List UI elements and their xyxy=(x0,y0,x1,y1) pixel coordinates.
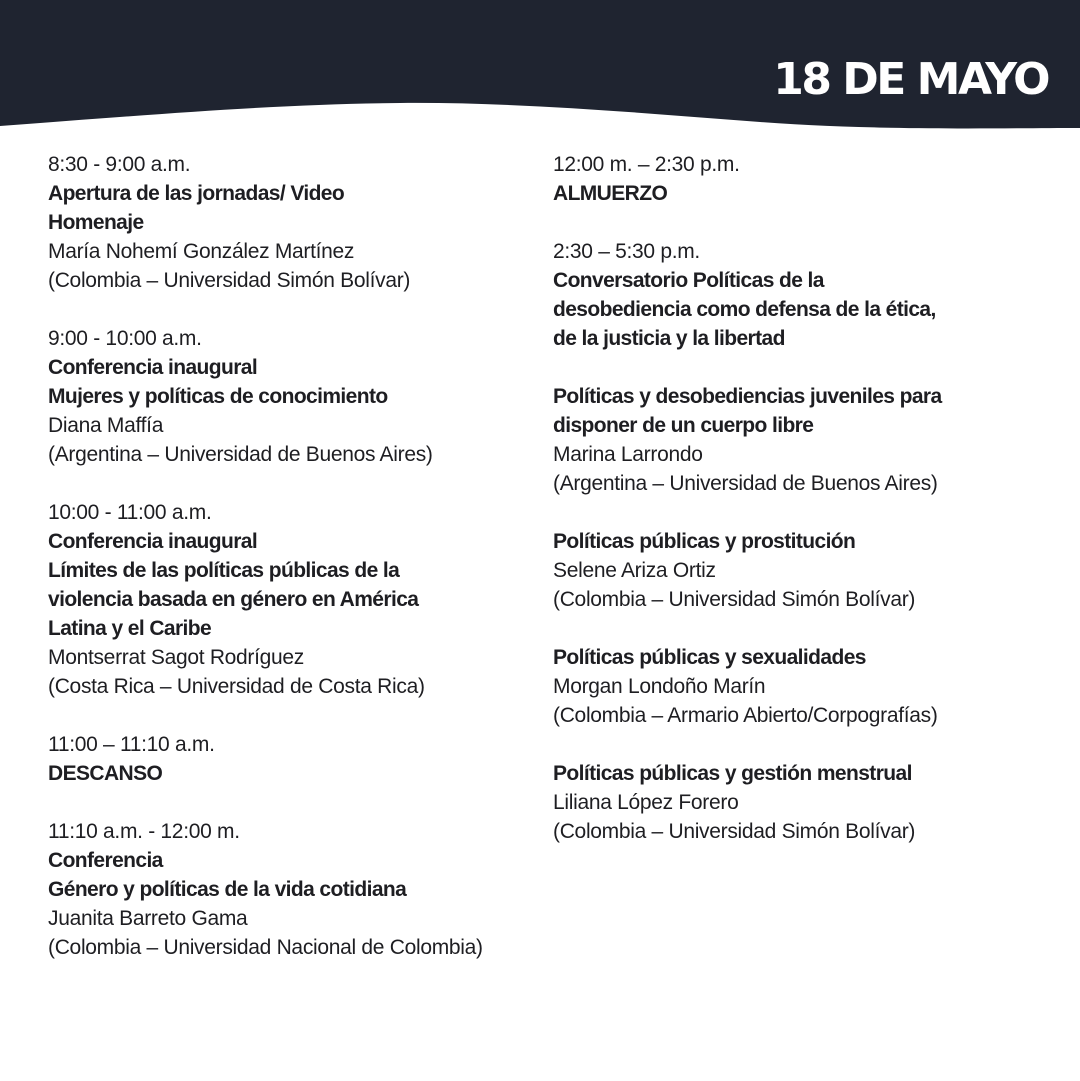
session-title-line: desobediencia como defensa de la ética, xyxy=(553,298,936,321)
session-affiliation: (Colombia – Universidad Simón Bolívar) xyxy=(553,588,916,611)
session-time: 12:00 m. – 2:30 p.m. xyxy=(553,153,740,176)
session-break xyxy=(48,730,528,788)
session-speaker: Juanita Barreto Gama xyxy=(48,907,248,930)
session-title-line: Conferencia xyxy=(48,849,163,872)
session-title-line: Límites de las políticas públicas de la xyxy=(48,559,400,582)
session-title-line: Conferencia inaugural xyxy=(48,356,258,379)
session-affiliation: (Colombia – Universidad Simón Bolívar) xyxy=(553,820,916,843)
session-title-line: Homenaje xyxy=(48,211,144,234)
session-title-line: Políticas y desobediencias juveniles para xyxy=(553,385,942,408)
session-affiliation: (Colombia – Armario Abierto/Corpografías) xyxy=(553,704,938,727)
session-title-line: Mujeres y políticas de conocimiento xyxy=(48,385,388,408)
session-title-line: disponer de un cuerpo libre xyxy=(553,414,814,437)
session-speaker: Marina Larrondo xyxy=(553,443,703,466)
session-time: 11:10 a.m. - 12:00 m. xyxy=(48,820,240,843)
session-title-line: Políticas públicas y gestión menstrual xyxy=(553,762,912,785)
session-opening xyxy=(48,150,528,295)
session-affiliation: (Costa Rica – Universidad de Costa Rica) xyxy=(48,675,425,698)
session-affiliation: (Argentina – Universidad de Buenos Aires) xyxy=(48,443,433,466)
session-talk-youth xyxy=(553,382,1058,498)
session-title-line: Latina y el Caribe xyxy=(48,617,212,640)
right-schedule-column xyxy=(553,150,1058,875)
session-title-line: Conferencia inaugural xyxy=(48,530,258,553)
session-speaker: Morgan Londoño Marín xyxy=(553,675,766,698)
session-affiliation: (Colombia – Universidad Simón Bolívar) xyxy=(48,269,411,292)
session-speaker: María Nohemí González Martínez xyxy=(48,240,355,263)
session-panel xyxy=(553,237,1058,353)
session-talk-sexualities xyxy=(553,643,1058,730)
session-talk-prostitution xyxy=(553,527,1058,614)
session-title-line: Políticas públicas y prostitución xyxy=(553,530,856,553)
session-title-line: violencia basada en género en América xyxy=(48,588,419,611)
session-affiliation: (Colombia – Universidad Nacional de Colombia) xyxy=(48,936,483,959)
session-time: 9:00 - 10:00 a.m. xyxy=(48,327,202,350)
session-time: 10:00 - 11:00 a.m. xyxy=(48,501,212,524)
session-time: 11:00 – 11:10 a.m. xyxy=(48,733,215,756)
left-schedule-column xyxy=(48,150,528,991)
session-speaker: Montserrat Sagot Rodríguez xyxy=(48,646,305,669)
session-time: 2:30 – 5:30 p.m. xyxy=(553,240,700,263)
session-conference xyxy=(48,817,528,962)
session-affiliation: (Argentina – Universidad de Buenos Aires) xyxy=(553,472,938,495)
page-title: 18 DE MAYO xyxy=(773,54,1048,105)
header-band xyxy=(0,0,1080,160)
session-title-line: Conversatorio Políticas de la xyxy=(553,269,824,292)
session-title-line: DESCANSO xyxy=(48,762,163,785)
session-title-line: de la justicia y la libertad xyxy=(553,327,785,350)
session-title-line: ALMUERZO xyxy=(553,182,668,205)
session-talk-menstrual xyxy=(553,759,1058,846)
session-inaugural-2 xyxy=(48,498,528,701)
session-title-line: Apertura de las jornadas/ Video xyxy=(48,182,345,205)
session-title-line: Políticas públicas y sexualidades xyxy=(553,646,866,669)
session-speaker: Liliana López Forero xyxy=(553,791,739,814)
session-lunch xyxy=(553,150,1058,208)
session-time: 8:30 - 9:00 a.m. xyxy=(48,153,191,176)
session-speaker: Selene Ariza Ortiz xyxy=(553,559,716,582)
session-inaugural-1 xyxy=(48,324,528,469)
session-speaker: Diana Maffía xyxy=(48,414,164,437)
session-title-line: Género y políticas de la vida cotidiana xyxy=(48,878,407,901)
